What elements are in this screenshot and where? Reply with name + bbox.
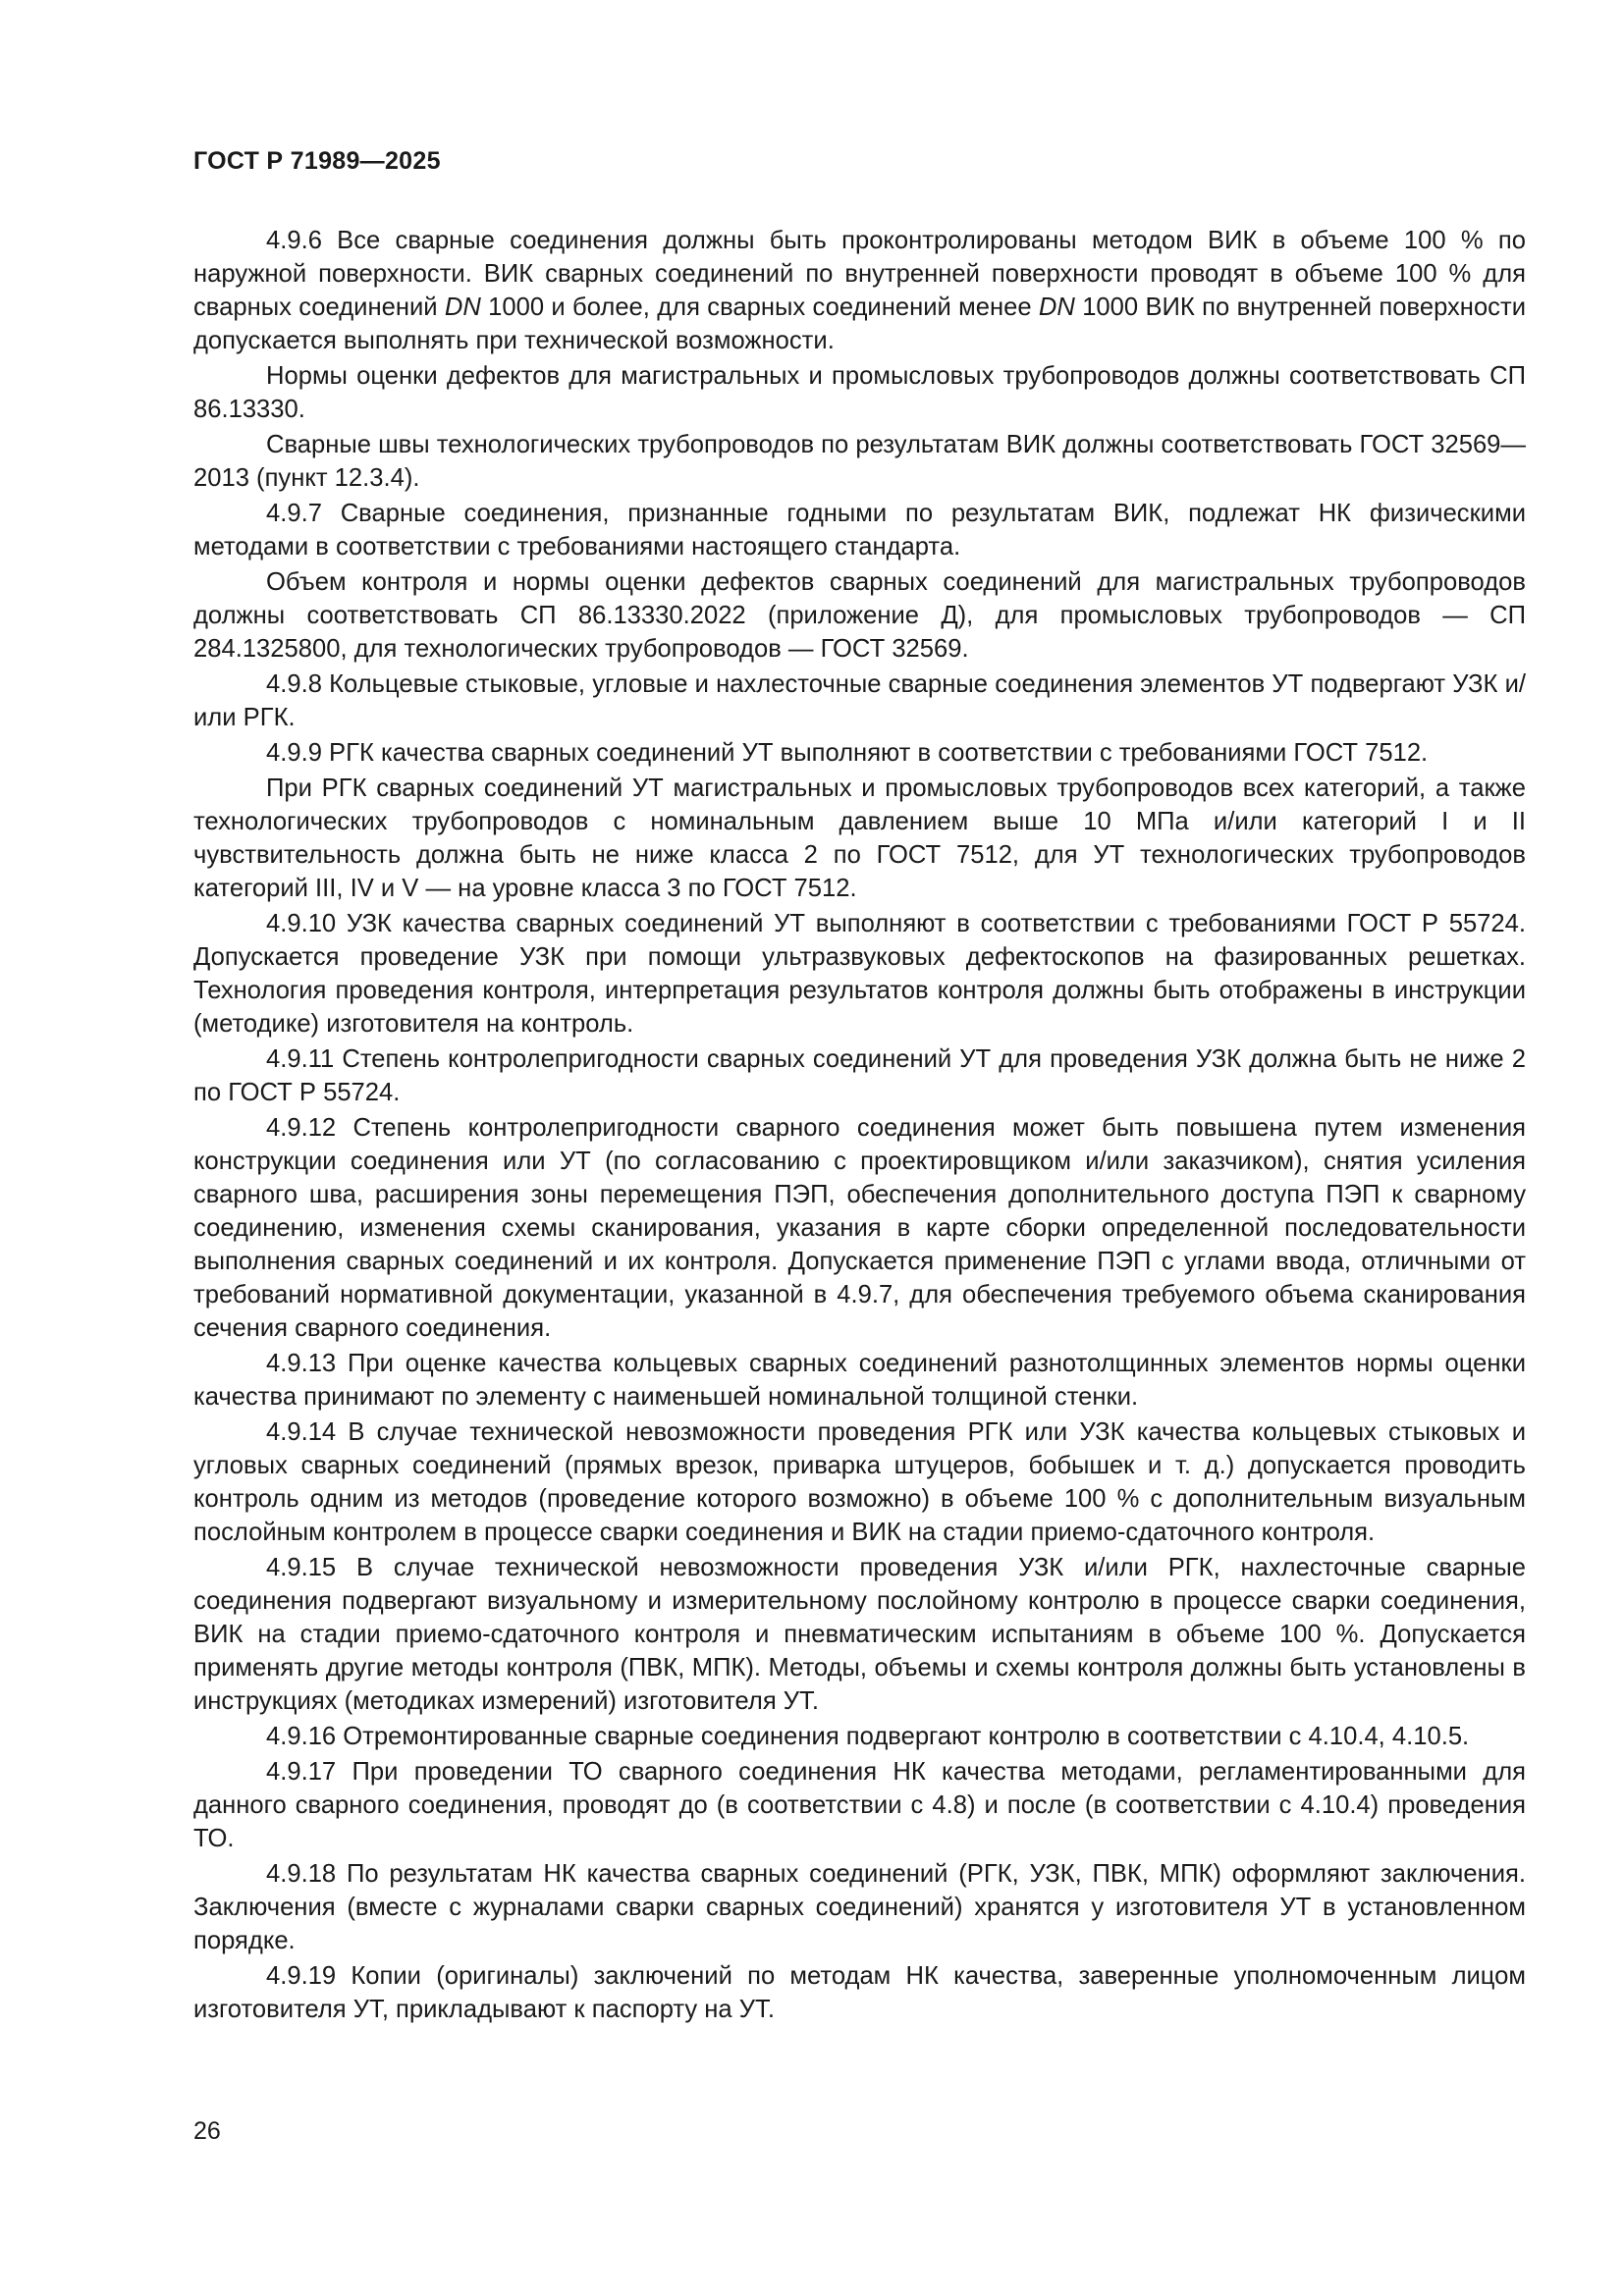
paragraph-4-9-8: 4.9.8 Кольцевые стыковые, угловые и нахлесточные сварные соединения элементов УТ подвергают УЗК и/или РГК.	[193, 670, 1526, 731]
document-body	[193, 224, 1526, 2028]
paragraph-4-9-16: 4.9.16 Отремонтированные сварные соединения подвергают контролю в соответствии с 4.10.4, 4.10.5.	[266, 1723, 1470, 1750]
paragraph-4-9-18: 4.9.18 По результатам НК качества сварных соединений (РГК, УЗК, ПВК, МПК) оформляют заключения. Заключения (вместе с журналами сварки сварных соединений) хранятся у изготовителя УТ в установленном порядке.	[193, 1860, 1526, 1954]
paragraph-4-9-19: 4.9.19 Копии (оригиналы) заключений по методам НК качества, заверенные уполномоченным лицом изготовителя УТ, прикладывают к паспорту на УТ.	[193, 1962, 1526, 2023]
dn-symbol: DN	[1038, 294, 1075, 321]
document-header: ГОСТ Р 71989—2025	[193, 147, 441, 175]
dn-symbol: DN	[444, 294, 481, 321]
paragraph-4-9-11: 4.9.11 Степень контролепригодности сварных соединений УТ для проведения УЗК должна быть не ниже 2 по ГОСТ Р 55724.	[193, 1045, 1526, 1106]
paragraph-4-9-13: 4.9.13 При оценке качества кольцевых сварных соединений разнотолщинных элементов нормы оценки качества принимают по элементу с наименьшей номинальной толщиной стенки.	[193, 1350, 1526, 1411]
paragraph-4-9-15: 4.9.15 В случае технической невозможности проведения УЗК и/или РГК, нахлесточные сварные соединения подвергают визуальному и измерительному послойному контролю в процессе сварки соединения, ВИК на стадии приемо-сдаточного контроля и пневматическим испытаниям в объеме 100 %. Допускается применять другие методы контроля (ПВК, МПК). Методы, объемы и схемы контроля должны быть установлены в инструкциях (методиках измерений) изготовителя УТ.	[193, 1554, 1526, 1715]
paragraph: При РГК сварных соединений УТ магистральных и промысловых трубопроводов всех категорий, а также технологических трубопроводов с номинальным давлением выше 10 МПа и/или категорий I и II чувствительность должна быть не ниже класса 2 по ГОСТ 7512, для УТ технологических трубопроводов категорий III, IV и V — на уровне класса 3 по ГОСТ 7512.	[193, 774, 1526, 902]
paragraph-4-9-17: 4.9.17 При проведении ТО сварного соединения НК качества методами, регламентированными для данного сварного соединения, проводят до (в соответствии с 4.8) и после (в соответствии с 4.10.4) проведения ТО.	[193, 1758, 1526, 1852]
paragraph-4-9-14: 4.9.14 В случае технической невозможности проведения РГК или УЗК качества кольцевых стыковых и угловых сварных соединений (прямых врезок, приварка штуцеров, бобышек и т. д.) допускается проводить контроль одним из методов (проведение которого возможно) в объеме 100 % с дополнительным визуальным послойным контролем в процессе сварки соединения и ВИК на стадии приемо-сдаточного контроля.	[193, 1418, 1526, 1546]
paragraph-4-9-12: 4.9.12 Степень контролепригодности сварного соединения может быть повышена путем изменения конструкции соединения или УТ (по согласованию с проектировщиком и/или заказчиком), снятия усиления сварного шва, расширения зоны перемещения ПЭП, обеспечения дополнительного доступа ПЭП к сварному соединению, изменения схемы сканирования, указания в карте сборки определенной последовательности выполнения сварных соединений и их контроля. Допускается применение ПЭП с углами ввода, отличными от требований нормативной документации, указанной в 4.9.7, для обеспечения требуемого объема сканирования сечения сварного соединения.	[193, 1114, 1526, 1342]
paragraph-4-9-9: 4.9.9 РГК качества сварных соединений УТ выполняют в соответствии с требованиями ГОСТ 7512.	[266, 739, 1429, 767]
paragraph-4-9-6: 4.9.6 Все сварные соединения должны быть проконтролированы методом ВИК в объеме 100 % по наружной поверхности. ВИК сварных соединений по внутренней поверхности проводят в объеме 100 % для сварных соединений DN 1000 и более, для сварных соединений менее DN 1000 ВИК по внутренней поверхности допускается выполнять при технической возможности.	[193, 227, 1526, 354]
paragraph-4-9-10: 4.9.10 УЗК качества сварных соединений УТ выполняют в соответствии с требованиями ГОСТ Р 55724. Допускается проведение УЗК при помощи ультразвуковых дефектоскопов на фазированных решетках. Технология проведения контроля, интерпретация результатов контроля должны быть отображены в инструкции (методике) изготовителя на контроль.	[193, 910, 1526, 1038]
paragraph: Объем контроля и нормы оценки дефектов сварных соединений для магистральных трубопроводов должны соответствовать СП 86.13330.2022 (приложение Д), для промысловых трубопроводов — СП 284.1325800, для технологических трубопроводов — ГОСТ 32569.	[193, 568, 1526, 663]
paragraph: Нормы оценки дефектов для магистральных и промысловых трубопроводов должны соответствовать СП 86.13330.	[193, 362, 1526, 423]
paragraph-4-9-7: 4.9.7 Сварные соединения, признанные годными по результатам ВИК, подлежат НК физическими методами в соответствии с требованиями настоящего стандарта.	[193, 500, 1526, 561]
page-number: 26	[193, 2117, 221, 2145]
paragraph: Сварные швы технологических трубопроводов по результатам ВИК должны соответствовать ГОСТ 32569—2013 (пункт 12.3.4).	[193, 431, 1527, 492]
